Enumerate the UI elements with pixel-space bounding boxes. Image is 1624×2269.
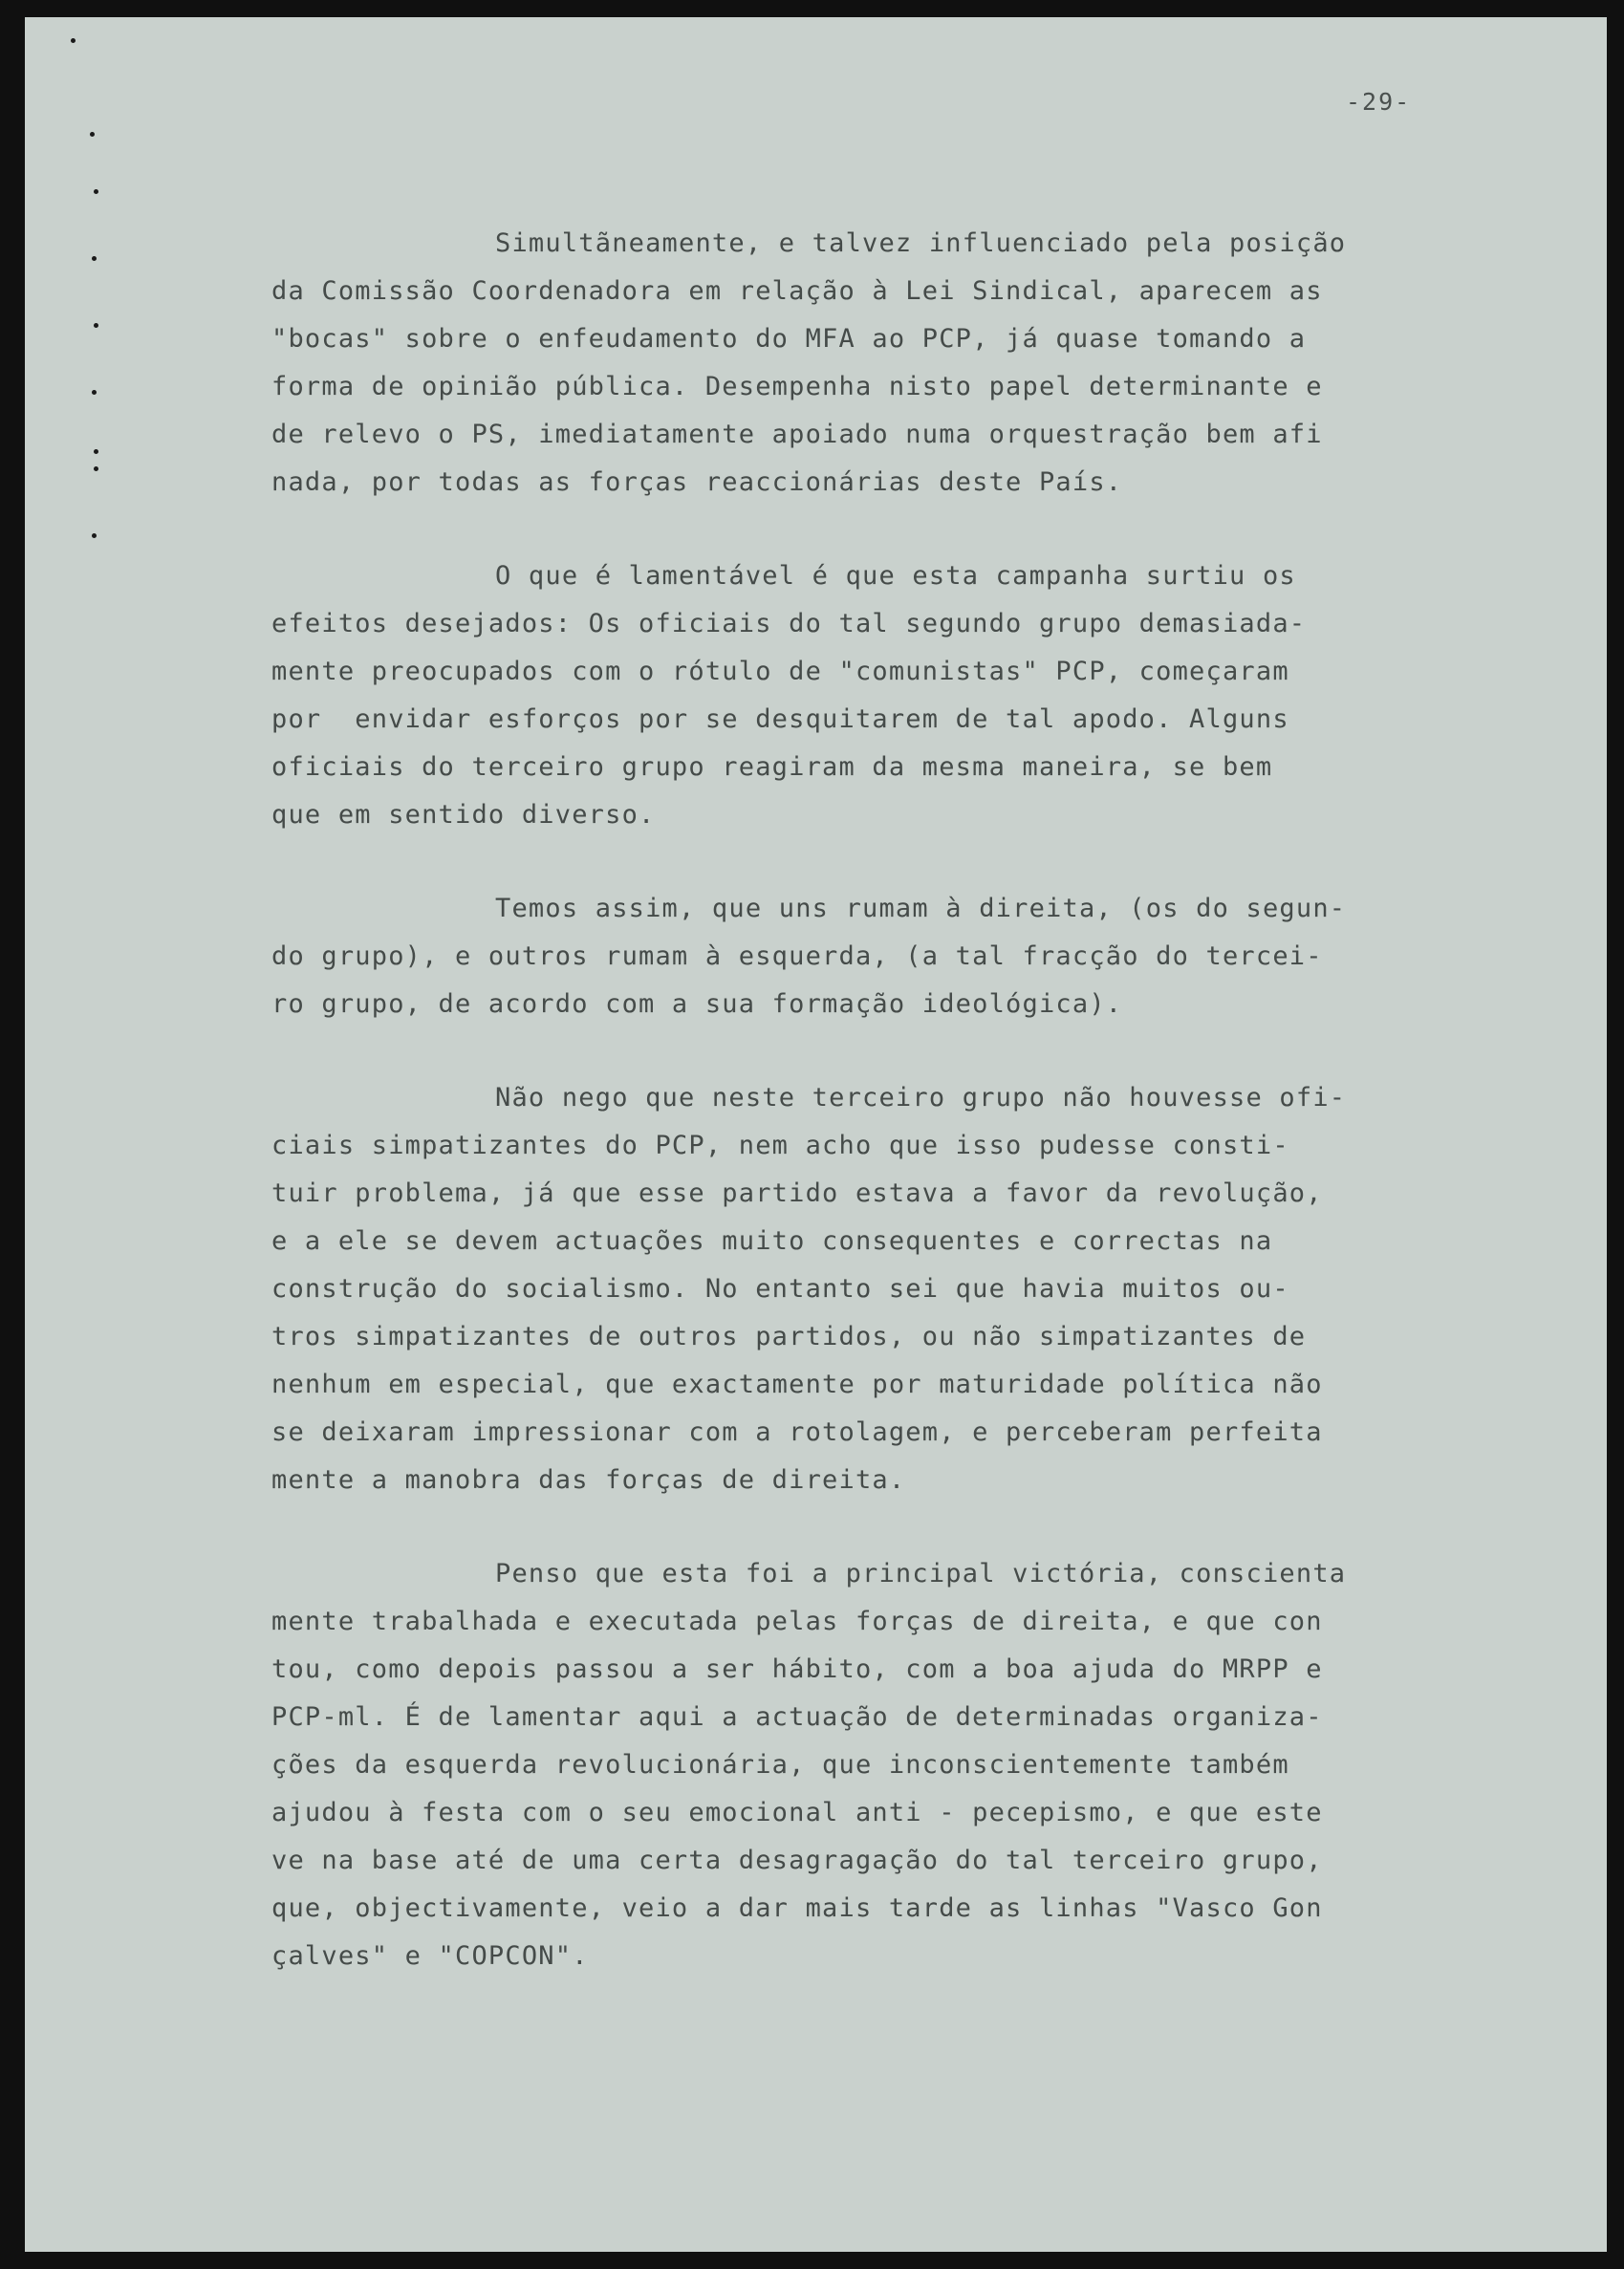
text-line: por envidar esforços por se desquitarem de tal apodo. Alguns: [271, 704, 1289, 734]
text-line: mente preocupados com o rótulo de "comunistas" PCP, começaram: [271, 657, 1289, 686]
text-line: da Comissão Coordenadora em relação à Lei Sindical, aparecem as: [271, 276, 1323, 306]
text-line: nada, por todas as forças reaccionárias deste País.: [271, 467, 1123, 497]
text-line: ciais simpatizantes do PCP, nem acho que isso pudesse consti-: [271, 1131, 1289, 1160]
scan-speck: [92, 390, 97, 395]
scan-speck: [94, 449, 98, 454]
text-line: se deixaram impressionar com a rotolagem, e perceberam perfeita: [271, 1417, 1323, 1447]
scan-speck: [94, 189, 98, 194]
paragraph: [271, 1074, 1514, 1504]
text-line: que, objectivamente, veio a dar mais tarde as linhas "Vasco Gon: [271, 1893, 1323, 1923]
text-line: Temos assim, que uns rumam à direita, (os do segun-: [495, 894, 1347, 923]
text-line: ções da esquerda revolucionária, que inconscientemente também: [271, 1750, 1289, 1780]
page-number: -29-: [1346, 88, 1412, 116]
scan-speck: [94, 466, 98, 471]
text-line: construção do socialismo. No entanto sei que havia muitos ou-: [271, 1274, 1289, 1304]
text-line: ajudou à festa com o seu emocional anti - pecepismo, e que este: [271, 1798, 1323, 1827]
scan-speck: [90, 132, 95, 137]
text-line: tros simpatizantes de outros partidos, ou não simpatizantes de: [271, 1322, 1307, 1351]
text-line: efeitos desejados: Os oficiais do tal segundo grupo demasiada-: [271, 609, 1307, 638]
document-page: [25, 17, 1607, 2252]
scan-speck: [71, 38, 76, 43]
text-line: Não nego que neste terceiro grupo não houvesse ofi-: [495, 1083, 1347, 1113]
text-line: forma de opinião pública. Desempenha nisto papel determinante e: [271, 372, 1323, 401]
text-line: ro grupo, de acordo com a sua formação ideológica).: [271, 989, 1123, 1019]
text-line: tou, como depois passou a ser hábito, com a boa ajuda do MRPP e: [271, 1654, 1323, 1684]
text-line: oficiais do terceiro grupo reagiram da mesma maneira, se bem: [271, 752, 1273, 782]
paragraph: [271, 552, 1514, 839]
text-line: mente a manobra das forças de direita.: [271, 1465, 906, 1495]
text-line: mente trabalhada e executada pelas forças de direita, e que con: [271, 1607, 1323, 1636]
body-text: [271, 220, 1514, 2026]
text-line: tuir problema, já que esse partido estava a favor da revolução,: [271, 1178, 1323, 1208]
scan-speck: [92, 533, 97, 538]
text-line: do grupo), e outros rumam à esquerda, (a tal fracção do tercei-: [271, 941, 1323, 971]
text-line: Simultãneamente, e talvez influenciado pela posição: [495, 228, 1347, 258]
text-line: de relevo o PS, imediatamente apoiado numa orquestração bem afi: [271, 420, 1323, 449]
text-line: ve na base até de uma certa desagragação do tal terceiro grupo,: [271, 1846, 1323, 1875]
text-line: O que é lamentável é que esta campanha surtiu os: [495, 561, 1296, 591]
text-line: que em sentido diverso.: [271, 800, 656, 830]
scan-speck: [92, 256, 97, 261]
text-line: e a ele se devem actuações muito consequentes e correctas na: [271, 1226, 1273, 1256]
text-line: çalves" e "COPCON".: [271, 1941, 589, 1971]
paragraph: [271, 1550, 1514, 1980]
paragraph: [271, 220, 1514, 507]
text-line: PCP-ml. É de lamentar aqui a actuação de determinadas organiza-: [271, 1702, 1323, 1732]
text-line: Penso que esta foi a principal victória, conscienta: [495, 1559, 1347, 1588]
scan-speck: [94, 323, 98, 328]
paragraph: [271, 885, 1514, 1028]
text-line: nenhum em especial, que exactamente por maturidade política não: [271, 1370, 1323, 1399]
text-line: "bocas" sobre o enfeudamento do MFA ao PCP, já quase tomando a: [271, 324, 1307, 354]
